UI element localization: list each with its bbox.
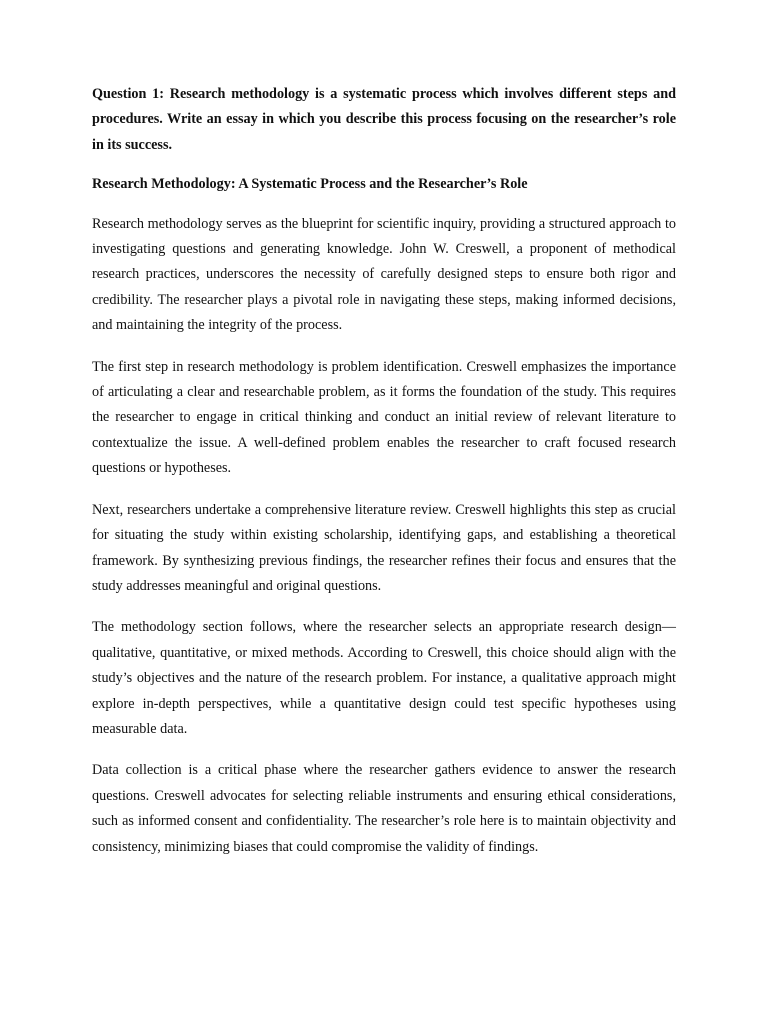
paragraph-methodology: The methodology section follows, where the researcher selects an appropriate research design—qualitative, quantitative, or mixed methods. According to Creswell, this choice should align with the study’s objectives and the nature of the research problem. For instance, a qualitative approach might explore in-depth perspectives, while a quantitative design could test specific hypotheses using measurable data. (92, 619, 676, 737)
question-prompt: Question 1: Research methodology is a systematic process which involves different steps and procedures. Write an essay in which you describe this process focusing on the researcher’s role in its success. (92, 86, 676, 153)
paragraph-data-collection: Data collection is a critical phase where the researcher gathers evidence to answer the research questions. Creswell advocates for selecting reliable instruments and ensuring ethical considerations, such as informed consent and confidentiality. The researcher’s role here is to maintain objectivity and consistency, minimizing biases that could compromise the validity of findings. (92, 762, 676, 855)
paragraph-literature-review: Next, researchers undertake a comprehensive literature review. Creswell highlights this step as crucial for situating the study within existing scholarship, identifying gaps, and establishing a theoretical framework. By synthesizing previous findings, the researcher refines their focus and ensures that the study addresses meaningful and original questions. (92, 501, 676, 594)
document-body (92, 82, 676, 860)
paragraph-introduction: Research methodology serves as the blueprint for scientific inquiry, providing a structured approach to investigating questions and generating knowledge. John W. Creswell, a proponent of methodical research practices, underscores the necessity of carefully designed steps to ensure both rigor and credibility. The researcher plays a pivotal role in navigating these steps, making informed decisions, and maintaining the integrity of the process. (92, 215, 676, 334)
essay-title: Research Methodology: A Systematic Process and the Researcher’s Role (92, 176, 528, 193)
paragraph-problem-identification: The first step in research methodology is problem identification. Creswell emphasizes the importance of articulating a clear and researchable problem, as it forms the foundation of the study. This requires the researcher to engage in critical thinking and conduct an initial review of relevant literature to contextualize the issue. A well-defined problem enables the researcher to craft focused research questions or hypotheses. (92, 358, 676, 477)
